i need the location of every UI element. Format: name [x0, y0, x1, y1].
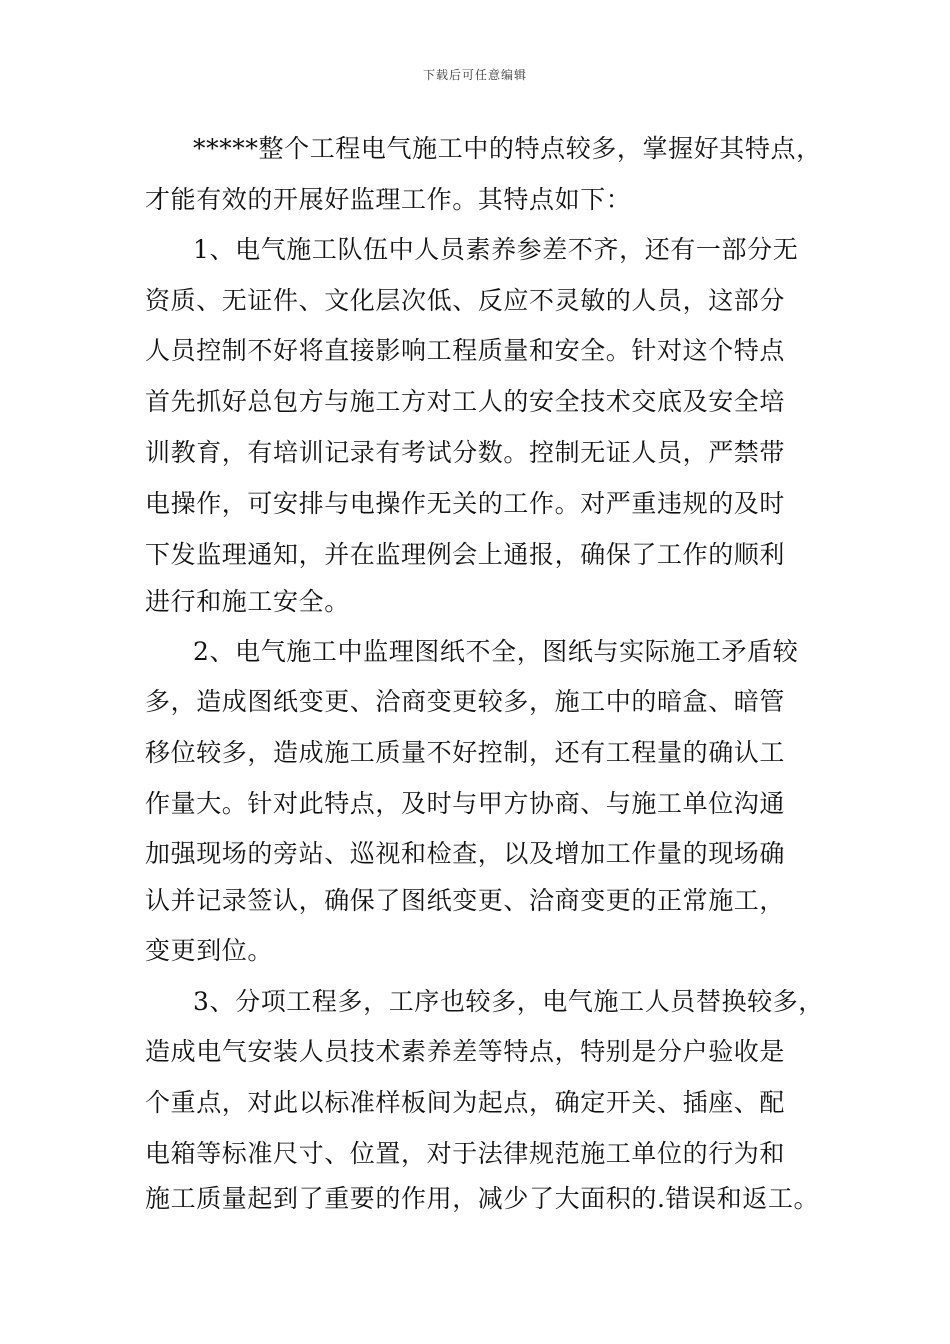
paragraph-line: 多，造成图纸变更、洽商变更较多，施工中的暗盒、暗管 — [145, 687, 786, 716]
paragraph-line: 加强现场的旁站、巡视和检查，以及增加工作量的现场确 — [145, 839, 786, 868]
paragraph-line: 3、分项工程多，工序也较多，电气施工人员替换较多， — [193, 987, 824, 1016]
paragraph-line: 才能有效的开展好监理工作。其特点如下： — [145, 185, 632, 214]
paragraph-line: 施工质量起到了重要的作用，减少了大面积的.错误和返工。 — [145, 1184, 820, 1213]
paragraph-line: 2、电气施工中监理图纸不全，图纸与实际施工矛盾较 — [193, 637, 799, 666]
paragraph-line: 作量大。针对此特点，及时与甲方协商、与施工单位沟通 — [145, 789, 786, 818]
paragraph-line: 1、电气施工队伍中人员素养参差不齐，还有一部分无 — [193, 235, 799, 264]
paragraph-line: 变更到位。 — [145, 936, 274, 965]
paragraph-line: 人员控制不好将直接影响工程质量和安全。针对这个特点 — [145, 336, 786, 365]
paragraph-line: 认并记录签认，确保了图纸变更、洽商变更的正常施工， — [145, 886, 786, 915]
paragraph-line: 电箱等标准尺寸、位置，对于法律规范施工单位的行为和 — [145, 1139, 786, 1168]
paragraph-line: 进行和施工安全。 — [145, 587, 350, 616]
paragraph-line: 移位较多，造成施工质量不好控制，还有工程量的确认工 — [145, 738, 786, 767]
paragraph-line: 训教育，有培训记录有考试分数。控制无证人员，严禁带 — [145, 438, 786, 467]
header-note: 下载后可任意编辑 — [422, 68, 527, 82]
paragraph-line: 资质、无证件、文化层次低、反应不灵敏的人员，这部分 — [145, 286, 786, 315]
paragraph-line: 下发监理通知，并在监理例会上通报，确保了工作的顺利 — [145, 540, 786, 569]
paragraph-line: 首先抓好总包方与施工方对工人的安全技术交底及安全培 — [145, 387, 786, 416]
paragraph-line: 造成电气安装人员技术素养差等特点，特别是分户验收是 — [145, 1037, 786, 1066]
paragraph-line: 电操作，可安排与电操作无关的工作。对严重违规的及时 — [145, 489, 786, 518]
paragraph-line: 个重点，对此以标准样板间为起点，确定开关、插座、配 — [145, 1088, 786, 1117]
paragraph-line: *****整个工程电气施工中的特点较多，掌握好其特点， — [193, 134, 822, 163]
